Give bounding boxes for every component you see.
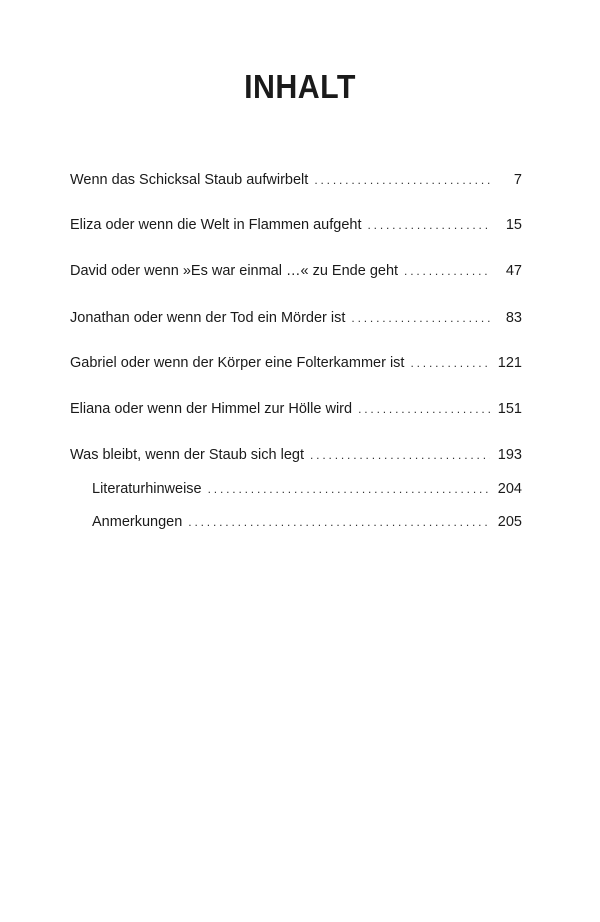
toc-entry-page-number: 83 <box>505 310 522 326</box>
dot-leader <box>368 215 491 235</box>
toc-entry-title: Jonathan oder wenn der Tod ein Mörder ist <box>70 310 346 326</box>
dot-leader <box>208 479 490 499</box>
dot-leader <box>351 308 490 328</box>
toc-entry <box>70 261 522 281</box>
toc-entry-page-number: 204 <box>497 481 522 497</box>
toc-entry-page-number: 121 <box>497 355 522 371</box>
dot-leader <box>404 261 490 281</box>
toc-entry-title: Wenn das Schicksal Staub aufwirbelt <box>70 172 309 188</box>
toc-subentry <box>92 479 522 499</box>
toc-entry-page-number: 47 <box>505 263 522 279</box>
dot-leader <box>358 399 490 419</box>
toc-entry-page-number: 7 <box>513 172 522 188</box>
toc-entry-page-number: 193 <box>497 447 522 463</box>
toc-entry <box>70 170 522 190</box>
toc-subentry <box>92 512 522 532</box>
toc-entry-title: Was bleibt, wenn der Staub sich legt <box>70 447 305 463</box>
toc-entry <box>70 215 522 235</box>
toc-entry <box>70 308 522 328</box>
dot-leader <box>310 445 490 465</box>
toc-entry-page-number: 151 <box>497 401 522 417</box>
toc-entry <box>70 353 522 373</box>
toc-entry <box>70 445 522 465</box>
dot-leader <box>410 353 490 373</box>
toc-entry-title: Gabriel oder wenn der Körper eine Folterkammer ist <box>70 355 405 371</box>
toc-entry-page-number: 205 <box>497 514 522 530</box>
toc-entry-page-number: 15 <box>505 217 522 233</box>
page-title: INHALT <box>244 68 356 105</box>
toc-entry <box>70 399 522 419</box>
toc-entry-title: David oder wenn »Es war einmal …« zu Ende geht <box>70 263 399 279</box>
toc-entry-title: Eliza oder wenn die Welt in Flammen aufgeht <box>70 217 362 233</box>
dot-leader <box>314 170 490 190</box>
toc-entry-title: Literaturhinweise <box>92 481 202 497</box>
toc-entry-title: Eliana oder wenn der Himmel zur Hölle wird <box>70 401 353 417</box>
dot-leader <box>188 512 490 532</box>
toc-entry-title: Anmerkungen <box>92 514 183 530</box>
